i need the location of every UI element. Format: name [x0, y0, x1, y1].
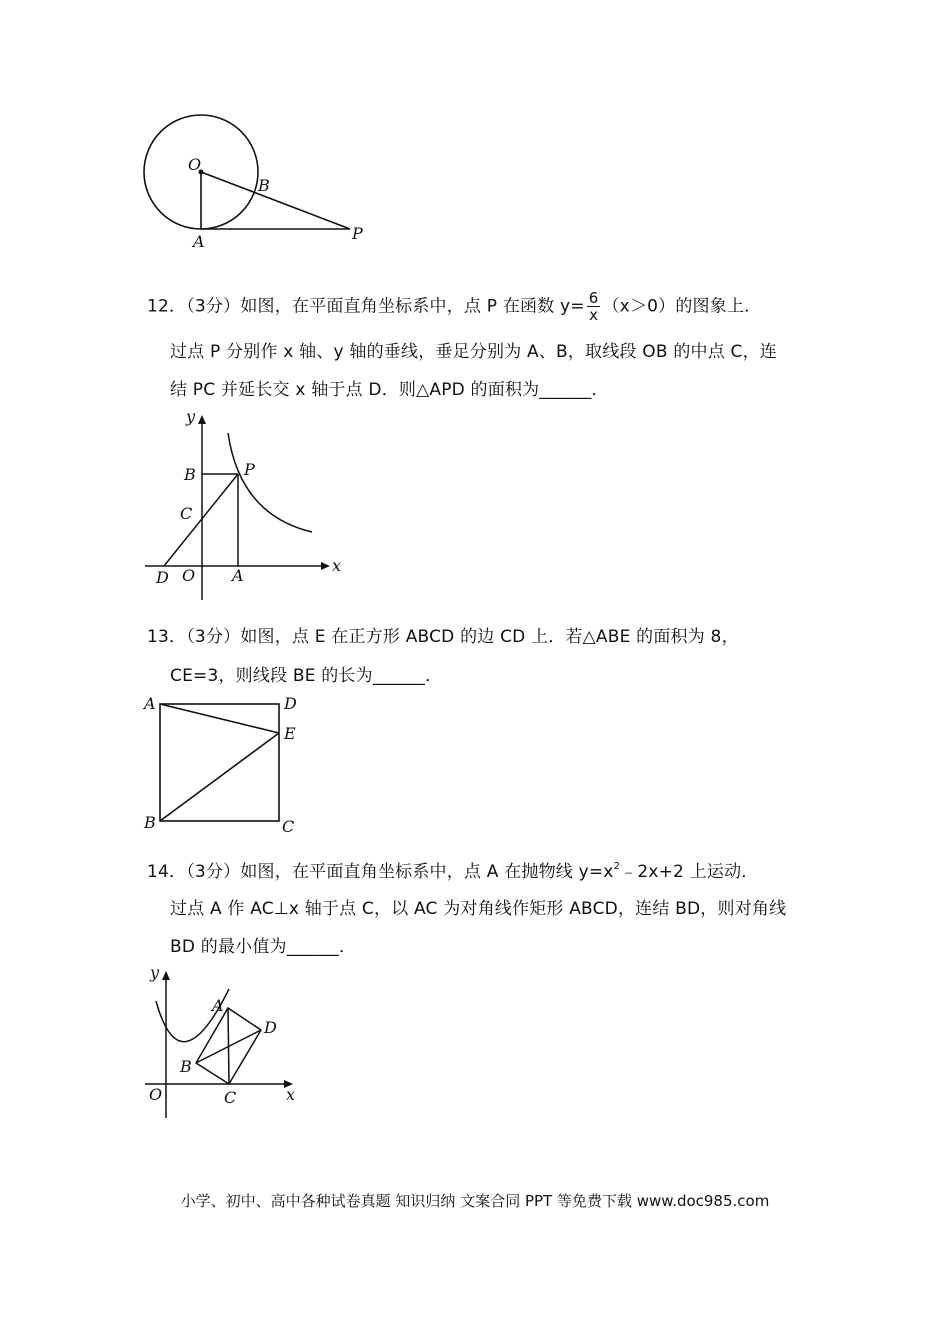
q14-text-a: 如图，在平面直角坐标系中，点 A 在抛物线 y=x	[240, 862, 614, 882]
label-e: E	[284, 724, 296, 743]
q14-line2: 过点 A 作 AC⊥x 轴于点 C，以 AC 为对角线作矩形 ABCD，连结 BD，则对角线	[170, 899, 787, 919]
segment-op	[201, 172, 350, 229]
label-p: P	[352, 224, 363, 243]
label-d: D	[156, 568, 169, 587]
q12-fraction	[587, 290, 601, 323]
q14-score: （3分）	[186, 862, 241, 882]
segment-ae	[160, 704, 279, 733]
label-a: A	[193, 232, 205, 251]
label-d: D	[264, 1018, 277, 1037]
y-axis-arrow	[198, 415, 206, 424]
q13-score: （3分）	[186, 627, 241, 647]
label-d: D	[284, 694, 297, 713]
x-axis-arrow	[321, 562, 330, 570]
label-y: y	[186, 407, 196, 426]
segment-pd	[164, 474, 238, 566]
figure-circle-tangent	[130, 110, 380, 255]
label-b: B	[258, 176, 270, 195]
figure-parabola	[140, 963, 310, 1123]
label-o: O	[149, 1085, 163, 1104]
y-axis-arrow	[162, 971, 170, 980]
q14-line1	[147, 860, 758, 884]
label-a: A	[144, 694, 156, 713]
label-b: B	[144, 813, 156, 832]
figure-hyperbola	[140, 405, 350, 605]
label-x: x	[332, 556, 342, 575]
label-p: P	[244, 460, 255, 479]
label-o: O	[182, 566, 196, 585]
q12-frac-den: x	[589, 306, 599, 324]
segment-be	[160, 733, 279, 821]
q12-text-a: 如图，在平面直角坐标系中，点 P 在函数 y=	[240, 296, 585, 317]
q12-frac-num: 6	[588, 289, 599, 307]
label-x: x	[286, 1085, 296, 1104]
label-a: A	[212, 996, 224, 1015]
q12-line2: 过点 P 分别作 x 轴、y 轴的垂线，垂足分别为 A、B，取线段 OB 的中点 C，连	[170, 342, 778, 362]
q14-line3: BD 的最小值为______．	[170, 937, 357, 957]
label-b: B	[184, 465, 196, 484]
q12-number: 12．	[147, 296, 187, 317]
q14-text-b: ﹣2x+2 上运动．	[620, 862, 759, 882]
q14-number: 14．	[147, 862, 187, 882]
q14-sup: 2	[613, 861, 621, 872]
q13-number: 13．	[147, 627, 187, 647]
label-c: C	[282, 817, 295, 836]
label-y: y	[150, 963, 160, 982]
figure-square	[138, 692, 308, 837]
label-c: C	[224, 1088, 237, 1107]
q12-score: （3分）	[186, 296, 241, 317]
q12-line1	[147, 290, 761, 323]
q13-line1	[147, 625, 739, 649]
label-b: B	[180, 1057, 192, 1076]
q13-line2: CE=3，则线段 BE 的长为______．	[170, 666, 443, 686]
label-o: O	[188, 155, 202, 174]
hyperbola-curve	[228, 433, 312, 532]
q12-line3: 结 PC 并延长交 x 轴于点 D．则△APD 的面积为______．	[170, 380, 609, 400]
square-abcd	[160, 704, 279, 821]
label-a: A	[232, 566, 244, 585]
label-c: C	[180, 504, 193, 523]
q13-text: 如图，点 E 在正方形 ABCD 的边 CD 上．若△ABE 的面积为 8，	[240, 627, 739, 647]
q12-text-b: （x＞0）的图象上．	[602, 296, 762, 317]
footer-text: 小学、初中、高中各种试卷真题 知识归纳 文案合同 PPT 等免费下载 www.doc985.com	[180, 1192, 770, 1210]
